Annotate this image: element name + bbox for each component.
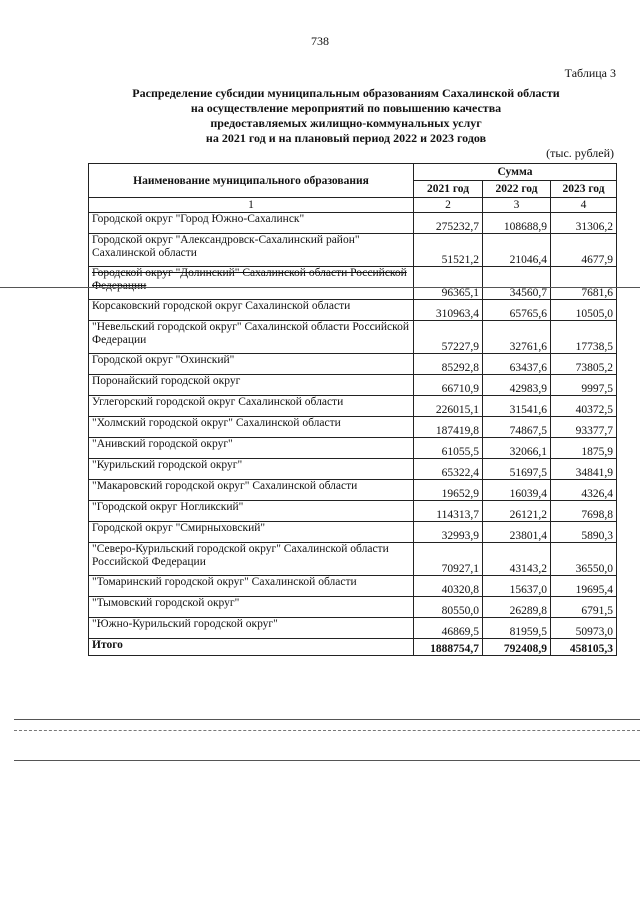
municipality-name: "Невельский городской округ" Сахалинской области Российской Федерации — [89, 321, 414, 354]
column-number: 4 — [551, 198, 617, 213]
municipality-name: Углегорский городской округ Сахалинской области — [89, 396, 414, 417]
value-2021: 65322,4 — [414, 459, 483, 480]
municipality-name: Городской округ "Смирныховский" — [89, 522, 414, 543]
value-2022: 74867,5 — [483, 417, 551, 438]
value-2023: 1875,9 — [551, 438, 617, 459]
table-row — [89, 417, 617, 438]
value-2021: 40320,8 — [414, 576, 483, 597]
table-row — [89, 501, 617, 522]
total-2022: 792408,9 — [483, 639, 551, 656]
column-header-name: Наименование муниципального образования — [89, 164, 414, 198]
value-2022: 63437,6 — [483, 354, 551, 375]
table-row — [89, 438, 617, 459]
value-2022: 23801,4 — [483, 522, 551, 543]
value-2023: 17738,5 — [551, 321, 617, 354]
table-row — [89, 234, 617, 267]
dashed-rule — [14, 730, 640, 731]
value-2022: 26121,2 — [483, 501, 551, 522]
value-2023: 7681,6 — [551, 267, 617, 300]
document-title — [90, 86, 602, 146]
value-2022: 16039,4 — [483, 480, 551, 501]
value-2021: 32993,9 — [414, 522, 483, 543]
municipality-name: Поронайский городской округ — [89, 375, 414, 396]
column-header-2021: 2021 год — [414, 181, 483, 198]
value-2022: 81959,5 — [483, 618, 551, 639]
municipality-name: "Курильский городской округ" — [89, 459, 414, 480]
value-2021: 46869,5 — [414, 618, 483, 639]
municipality-name: Городской округ "Охинский" — [89, 354, 414, 375]
table-row — [89, 459, 617, 480]
value-2023: 9997,5 — [551, 375, 617, 396]
value-2023: 93377,7 — [551, 417, 617, 438]
value-2021: 85292,8 — [414, 354, 483, 375]
title-line: Распределение субсидии муниципальным образованиям Сахалинской области — [132, 86, 560, 100]
value-2023: 19695,4 — [551, 576, 617, 597]
value-2021: 57227,9 — [414, 321, 483, 354]
municipality-name: "Тымовский городской округ" — [89, 597, 414, 618]
municipality-name: Городской округ "Город Южно-Сахалинск" — [89, 213, 414, 234]
municipality-name: "Городской округ Ногликский" — [89, 501, 414, 522]
value-2021: 80550,0 — [414, 597, 483, 618]
column-number: 3 — [483, 198, 551, 213]
table-row — [89, 300, 617, 321]
table-row — [89, 597, 617, 618]
table-row — [89, 576, 617, 597]
horizontal-rule — [0, 287, 640, 288]
value-2022: 26289,8 — [483, 597, 551, 618]
value-2021: 51521,2 — [414, 234, 483, 267]
title-line: предоставляемых жилищно-коммунальных услуг — [210, 116, 482, 130]
subsidy-table — [88, 163, 617, 656]
title-line: на 2021 год и на плановый период 2022 и 2023 годов — [205, 131, 487, 145]
value-2021: 96365,1 — [414, 267, 483, 300]
value-2023: 5890,3 — [551, 522, 617, 543]
value-2023: 36550,0 — [551, 543, 617, 576]
table-body — [89, 213, 617, 656]
value-2023: 50973,0 — [551, 618, 617, 639]
column-group-sum: Сумма — [414, 164, 617, 181]
municipality-name: "Южно-Курильский городской округ" — [89, 618, 414, 639]
title-line: на осуществление мероприятий по повышению качества — [190, 101, 502, 115]
value-2022: 51697,5 — [483, 459, 551, 480]
column-header-2022: 2022 год — [483, 181, 551, 198]
value-2023: 4677,9 — [551, 234, 617, 267]
table-row — [89, 480, 617, 501]
value-2022: 32761,6 — [483, 321, 551, 354]
municipality-name: "Холмский городской округ" Сахалинской области — [89, 417, 414, 438]
municipality-name — [89, 267, 414, 300]
municipality-name: "Анивский городской округ" — [89, 438, 414, 459]
value-2021: 187419,8 — [414, 417, 483, 438]
table-row — [89, 618, 617, 639]
table-row — [89, 354, 617, 375]
total-2021: 1888754,7 — [414, 639, 483, 656]
value-2023: 34841,9 — [551, 459, 617, 480]
value-2022: 42983,9 — [483, 375, 551, 396]
value-2023: 7698,8 — [551, 501, 617, 522]
total-2023: 458105,3 — [551, 639, 617, 656]
table-row — [89, 267, 617, 300]
value-2022: 108688,9 — [483, 213, 551, 234]
total-label: Итого — [89, 639, 414, 656]
table-row — [89, 213, 617, 234]
value-2021: 114313,7 — [414, 501, 483, 522]
table-header — [89, 164, 617, 213]
value-2022: 31541,6 — [483, 396, 551, 417]
value-2022: 65765,6 — [483, 300, 551, 321]
value-2021: 66710,9 — [414, 375, 483, 396]
value-2023: 31306,2 — [551, 213, 617, 234]
value-2023: 73805,2 — [551, 354, 617, 375]
municipality-name: "Томаринский городской округ" Сахалинской области — [89, 576, 414, 597]
table-row — [89, 543, 617, 576]
value-2021: 19652,9 — [414, 480, 483, 501]
table-row — [89, 321, 617, 354]
horizontal-rule — [14, 760, 640, 761]
column-number: 1 — [89, 198, 414, 213]
value-2021: 310963,4 — [414, 300, 483, 321]
units-label: (тыс. рублей) — [546, 146, 614, 160]
municipality-name: Корсаковский городской округ Сахалинской области — [89, 300, 414, 321]
column-header-2023: 2023 год — [551, 181, 617, 198]
value-2023: 40372,5 — [551, 396, 617, 417]
value-2021: 226015,1 — [414, 396, 483, 417]
municipality-name: "Макаровский городской округ" Сахалинской области — [89, 480, 414, 501]
value-2021: 61055,5 — [414, 438, 483, 459]
table-row — [89, 375, 617, 396]
value-2021: 275232,7 — [414, 213, 483, 234]
value-2022: 34560,7 — [483, 267, 551, 300]
value-2022: 43143,2 — [483, 543, 551, 576]
value-2021: 70927,1 — [414, 543, 483, 576]
table-label: Таблица 3 — [564, 66, 616, 80]
horizontal-rule — [14, 719, 640, 720]
struck-name-text: Городской округ "Долинский" Сахалинской области Российской Федерации — [92, 267, 407, 292]
municipality-name: "Северо-Курильский городской округ" Сахалинской области Российской Федерации — [89, 543, 414, 576]
municipality-name: Городской округ "Александровск-Сахалинский район" Сахалинской области — [89, 234, 414, 267]
value-2022: 21046,4 — [483, 234, 551, 267]
page-number: 738 — [311, 34, 329, 48]
total-row — [89, 639, 617, 656]
value-2023: 4326,4 — [551, 480, 617, 501]
value-2023: 10505,0 — [551, 300, 617, 321]
column-number: 2 — [414, 198, 483, 213]
value-2022: 32066,1 — [483, 438, 551, 459]
table-row — [89, 396, 617, 417]
value-2023: 6791,5 — [551, 597, 617, 618]
value-2022: 15637,0 — [483, 576, 551, 597]
table-row — [89, 522, 617, 543]
